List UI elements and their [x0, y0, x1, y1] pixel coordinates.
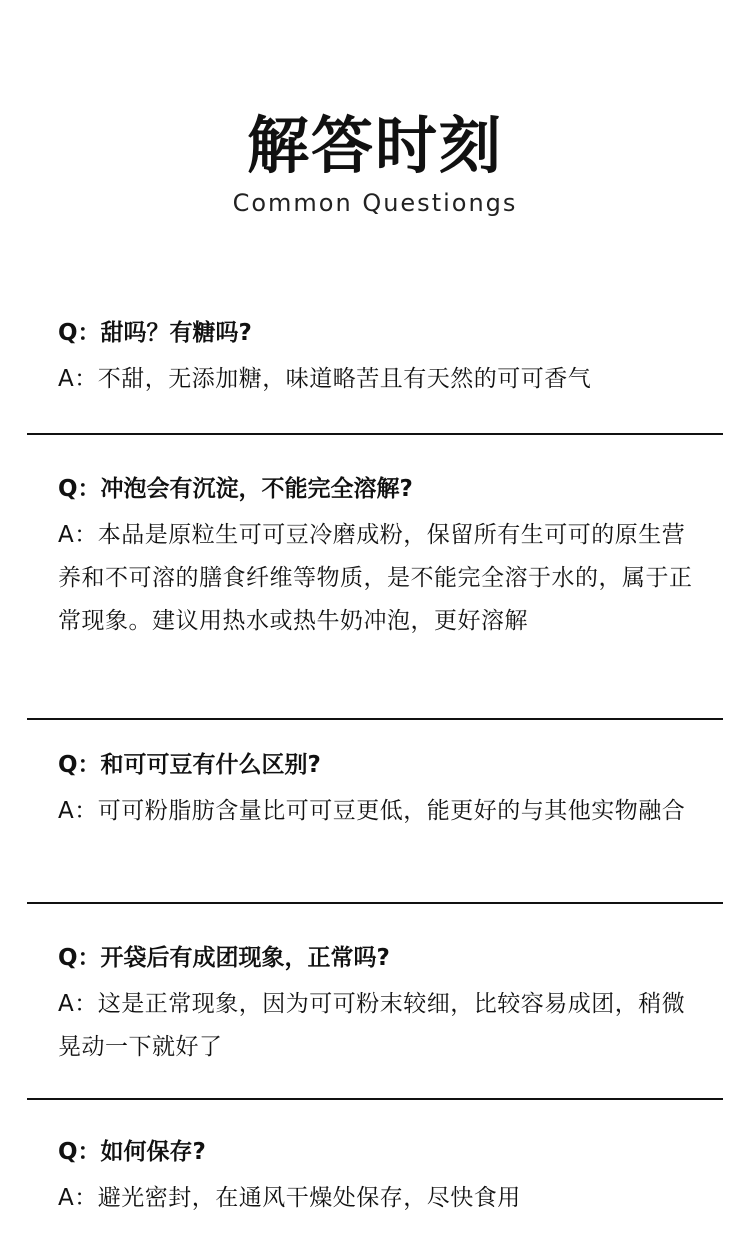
divider: [27, 1098, 723, 1100]
faq-question: Q：和可可豆有什么区别?: [58, 752, 321, 778]
faq-answer: A：本品是原粒生可可豆冷磨成粉，保留所有生可可的原生营养和不可溶的膳食纤维等物质，是不能完全溶于水的，属于正常现象。建议用热水或热牛奶冲泡，更好溶解: [58, 522, 693, 634]
faq-question: Q：如何保存?: [58, 1139, 206, 1165]
page-title: 解答时刻: [246, 109, 503, 182]
faq-answer: A：这是正常现象，因为可可粉末较细，比较容易成团，稍微晃动一下就好了: [58, 991, 686, 1060]
divider: [27, 718, 723, 720]
faq-question: Q：甜吗？有糖吗?: [58, 320, 252, 346]
page-subtitle: Common Questiongs: [232, 189, 518, 217]
faq-question: Q：冲泡会有沉淀，不能完全溶解?: [58, 476, 413, 502]
divider: [27, 902, 723, 904]
header: [0, 0, 750, 260]
faq-answer: A：可可粉脂肪含量比可可豆更低，能更好的与其他实物融合: [58, 798, 686, 824]
faq-answer: A：不甜，无添加糖，味道略苦且有天然的可可香气: [58, 366, 592, 392]
divider: [27, 433, 723, 435]
faq-question: Q：开袋后有成团现象，正常吗?: [58, 945, 390, 971]
faq-answer: A：避光密封，在通风干燥处保存，尽快食用: [58, 1185, 521, 1211]
